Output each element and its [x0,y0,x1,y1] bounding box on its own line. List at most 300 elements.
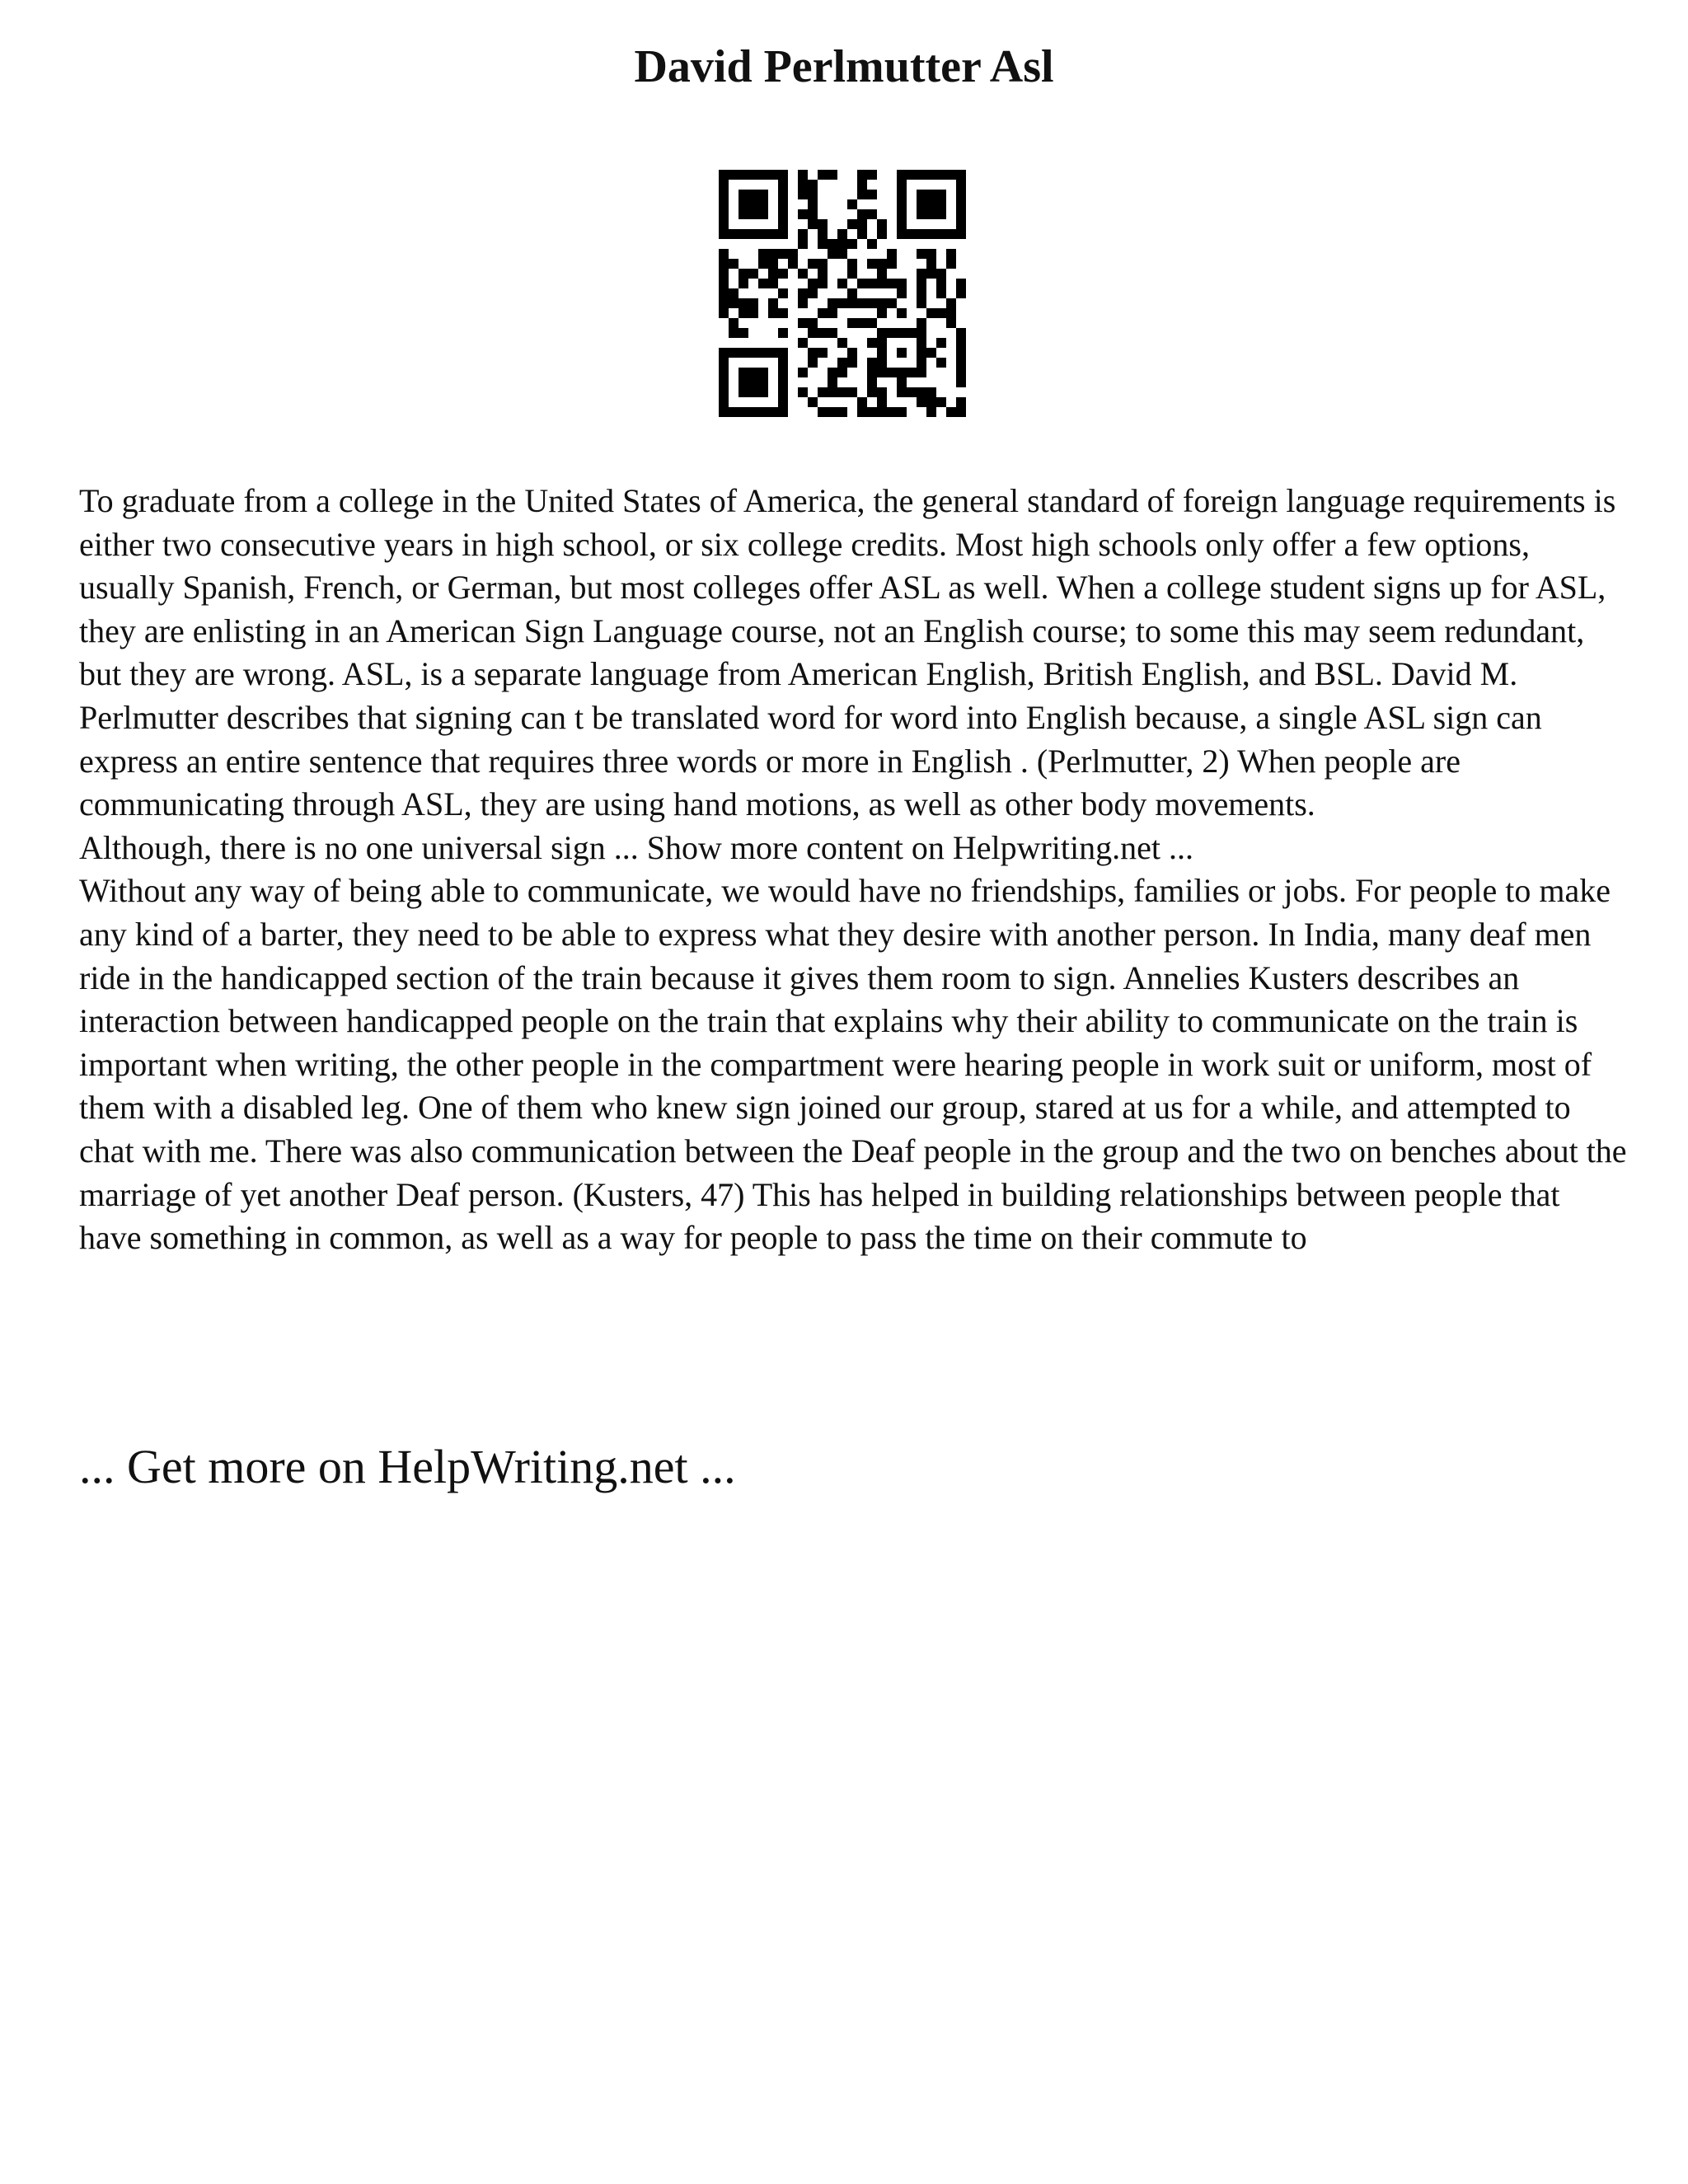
qr-module [936,288,946,298]
qr-module [729,348,738,358]
qr-module [778,190,788,199]
qr-module [857,219,867,229]
qr-module [729,318,738,328]
qr-module [917,298,926,308]
qr-module [748,298,758,308]
qr-module [897,407,907,417]
qr-module [837,239,847,249]
qr-module [946,308,956,318]
qr-module [946,298,956,308]
qr-module [818,407,828,417]
qr-module [818,219,828,229]
qr-module [956,328,966,338]
qr-module [926,229,936,239]
qr-module [798,318,808,328]
qr-module [719,368,729,377]
qr-module [917,209,926,219]
qr-module [828,377,837,387]
qr-module [956,229,966,239]
qr-module [877,358,887,368]
qr-module [926,249,936,259]
qr-module [897,377,907,387]
qr-module [907,387,917,397]
qr-module [719,358,729,368]
qr-module [926,348,936,358]
qr-module [738,269,748,279]
qr-module [738,407,748,417]
qr-module [798,269,808,279]
qr-module [768,298,778,308]
qr-module [719,259,729,269]
qr-module [897,199,907,209]
qr-module [887,328,897,338]
qr-module [748,377,758,387]
qr-module [887,298,897,308]
qr-module [818,259,828,269]
qr-module [818,348,828,358]
qr-module [818,170,828,180]
page-title: David Perlmutter Asl [634,41,1054,92]
qr-module [768,279,778,288]
qr-module [778,229,788,239]
qr-module [926,308,936,318]
qr-module [926,190,936,199]
qr-module [956,368,966,377]
qr-module [897,219,907,229]
qr-module [917,288,926,298]
qr-module [857,397,867,407]
qr-module [808,190,818,199]
qr-module [897,348,907,358]
qr-module [857,407,867,417]
qr-module [926,209,936,219]
qr-module [897,308,907,318]
qr-module [719,407,729,417]
qr-module [917,348,926,358]
qr-module [778,407,788,417]
qr-module [719,377,729,387]
qr-module [917,387,926,397]
qr-module [738,229,748,239]
qr-module [768,229,778,239]
qr-module [837,298,847,308]
qr-module [758,377,768,387]
qr-module [917,279,926,288]
qr-module [867,279,877,288]
qr-module [936,199,946,209]
qr-module [936,308,946,318]
qr-module [926,387,936,397]
qr-module [758,190,768,199]
qr-module [936,279,946,288]
qr-module [907,170,917,180]
qr-module [768,259,778,269]
qr-module [778,397,788,407]
qr-module [946,229,956,239]
qr-module [798,190,808,199]
qr-module [917,199,926,209]
qr-module [818,269,828,279]
qr-module [729,170,738,180]
qr-module [778,377,788,387]
qr-module [798,368,808,377]
qr-module [847,298,857,308]
qr-module [887,259,897,269]
qr-module [768,249,778,259]
qr-module [818,239,828,249]
qr-module [828,170,837,180]
qr-module [748,387,758,397]
qr-module [917,338,926,348]
qr-module [897,387,907,397]
qr-module [867,298,877,308]
qr-code-graphic [719,170,966,417]
qr-module [748,308,758,318]
qr-module [808,397,818,407]
qr-module [837,338,847,348]
qr-module [926,259,936,269]
article-paragraph-2: Without any way of being able to communicate, we would have no friendships, families or jobs. For people to make any kind of a barter, they need to be able to express what they desire with another person. In India, many deaf men ride in the handicapped section of the train because it gives them room to sign. Annelies Kusters describes an interaction between handicapped people on the train that explains why their ability to communicate on the train is important when writing, the other people in the compartment were hearing people in work suit or uniform, most of them with a disabled leg. One of them who knew sign joined our group, stared at us for a while, and attempted to chat with me. There was also communication between the Deaf people in the group and the two on benches about the marriage of yet another Deaf person. (Kusters, 47) This has helped in building relationships between people that have something in common, as well as a way for people to pass the time on their commute to [79,872,1627,1257]
qr-module [877,259,887,269]
qr-module [808,259,818,269]
qr-module [748,407,758,417]
qr-module [808,209,818,219]
qr-module [738,368,748,377]
qr-module [818,387,828,397]
qr-module [877,387,887,397]
qr-module [778,249,788,259]
qr-module [956,209,966,219]
qr-module [748,190,758,199]
qr-module [926,199,936,209]
qr-module [857,170,867,180]
qr-module [956,348,966,358]
qr-module [917,249,926,259]
qr-module [768,269,778,279]
qr-module [867,358,877,368]
qr-module [837,387,847,397]
qr-module [768,170,778,180]
qr-module [719,219,729,229]
qr-module [778,328,788,338]
qr-module [877,368,887,377]
qr-module [907,229,917,239]
qr-module [857,298,867,308]
qr-module [857,229,867,239]
qr-module [758,249,768,259]
show-more-link[interactable]: Although, there is no one universal sign ... Show more content on Helpwriting.net ... [79,828,1194,866]
qr-module [857,190,867,199]
qr-module [946,170,956,180]
qr-module [748,199,758,209]
qr-module [847,239,857,249]
qr-module [956,170,966,180]
qr-module [808,219,818,229]
qr-module [808,288,818,298]
qr-module [867,239,877,249]
qr-module [738,199,748,209]
qr-module [917,328,926,338]
qr-module [738,308,748,318]
qr-module [877,219,887,229]
qr-module [818,279,828,288]
qr-module [897,229,907,239]
qr-module [907,368,917,377]
qr-module [758,259,768,269]
qr-module [926,170,936,180]
qr-module [867,190,877,199]
qr-module [956,279,966,288]
qr-module [729,259,738,269]
qr-module [778,219,788,229]
qr-module [857,318,867,328]
qr-module [877,348,887,358]
qr-module [778,269,788,279]
qr-module [758,209,768,219]
qr-module [956,377,966,387]
qr-module [808,279,818,288]
qr-module [837,358,847,368]
qr-module [926,269,936,279]
qr-module [936,209,946,219]
qr-module [956,219,966,229]
qr-module [758,407,768,417]
qr-module [897,180,907,190]
qr-module [768,407,778,417]
qr-module [956,190,966,199]
qr-module [748,269,758,279]
qr-module [837,407,847,417]
qr-module [837,368,847,377]
qr-module [837,279,847,288]
qr-module [808,328,818,338]
qr-module [887,368,897,377]
qr-module [926,407,936,417]
qr-module [808,318,818,328]
qr-module [956,338,966,348]
qr-module [798,288,808,298]
qr-module [847,199,857,209]
qr-module [798,298,808,308]
qr-module [887,407,897,417]
qr-module [738,348,748,358]
qr-module [847,358,857,368]
qr-module [867,170,877,180]
qr-module [729,298,738,308]
qr-module [867,209,877,219]
qr-module [936,397,946,407]
qr-module [867,407,877,417]
qr-module [877,298,887,308]
qr-module [828,239,837,249]
qr-module [897,368,907,377]
qr-module [798,180,808,190]
qr-module [808,348,818,358]
qr-module [758,279,768,288]
qr-module [936,170,946,180]
qr-module [719,387,729,397]
qr-module [877,338,887,348]
qr-module [956,199,966,209]
qr-module [956,358,966,368]
qr-module [748,368,758,377]
qr-module [719,249,729,259]
qr-module [719,229,729,239]
qr-code-icon [719,170,966,417]
qr-module [738,190,748,199]
qr-module [897,209,907,219]
qr-module [837,229,847,239]
qr-module [798,229,808,239]
qr-module [857,180,867,190]
qr-module [877,407,887,417]
article-paragraph-1: To graduate from a college in the United States of America, the general standard of foreign language requirements is either two consecutive years in high school, or six college credits. Most high schools only offer a few options, usually Spanish, French, or German, but most colleges offer ASL as well. When a college student signs up for ASL, they are enlisting in an American Sign Language course, not an English course; to some this may seem redundant, but they are wrong. ASL, is a separate language from American English, British English, and BSL. David M. Perlmutter describes that signing can t be translated word for word into English because, a single ASL sign can express an entire sentence that requires three words or more in English . (Perlmutter, 2) When people are communicating through ASL, they are using hand motions, as well as other body movements. [79,482,1616,823]
qr-module [808,180,818,190]
qr-module [936,338,946,348]
qr-module [778,288,788,298]
qr-module [738,170,748,180]
qr-module [778,358,788,368]
qr-module [936,358,946,368]
qr-module [917,170,926,180]
qr-module [719,397,729,407]
qr-module [847,288,857,298]
qr-module [719,288,729,298]
qr-module [758,348,768,358]
qr-module [877,328,887,338]
qr-module [719,308,729,318]
qr-module [778,180,788,190]
qr-module [917,269,926,279]
qr-module [877,308,887,318]
qr-module [758,199,768,209]
qr-module [768,348,778,358]
qr-module [778,368,788,377]
qr-module [877,397,887,407]
qr-module [946,249,956,259]
qr-module [917,368,926,377]
qr-module [936,190,946,199]
qr-module [926,397,936,407]
qr-module [729,288,738,298]
qr-module [867,377,877,387]
qr-module [818,308,828,318]
qr-module [719,170,729,180]
qr-module [956,397,966,407]
qr-module [917,229,926,239]
qr-module [847,318,857,328]
qr-module [917,190,926,199]
qr-module [847,219,857,229]
qr-module [738,387,748,397]
qr-module [738,298,748,308]
article-body [79,480,1629,1260]
qr-module [897,288,907,298]
qr-module [828,387,837,397]
qr-module [798,209,808,219]
qr-module [887,249,897,259]
qr-module [917,358,926,368]
qr-module [847,387,857,397]
qr-module [758,229,768,239]
qr-module [758,170,768,180]
qr-module [956,180,966,190]
qr-module [778,308,788,318]
qr-module [828,368,837,377]
qr-module [788,259,798,269]
qr-module [877,269,887,279]
qr-module [748,209,758,219]
qr-module [956,288,966,298]
qr-module [748,170,758,180]
qr-module [738,209,748,219]
qr-module [946,318,956,328]
qr-module [897,328,907,338]
qr-module [867,387,877,397]
qr-module [738,279,748,288]
qr-module [738,328,748,338]
qr-module [778,199,788,209]
qr-module [788,249,798,259]
qr-module [768,308,778,318]
qr-module [828,249,837,259]
get-more-link[interactable]: ... Get more on HelpWriting.net ... [79,1440,736,1493]
qr-module [729,229,738,239]
qr-module [877,229,887,239]
qr-module [917,397,926,407]
qr-module [778,209,788,219]
qr-module [828,308,837,318]
qr-module [897,279,907,288]
qr-module [857,209,867,219]
qr-module [837,249,847,259]
qr-module [818,328,828,338]
qr-module [719,298,729,308]
qr-module [719,279,729,288]
qr-module [847,348,857,358]
qr-module [877,279,887,288]
qr-module [798,170,808,180]
qr-module [867,338,877,348]
qr-module [847,269,857,279]
qr-module [719,209,729,219]
qr-module [867,368,877,377]
qr-module [818,229,828,239]
qr-module [828,328,837,338]
qr-module [897,170,907,180]
qr-module [956,407,966,417]
qr-module [907,328,917,338]
qr-module [748,229,758,239]
qr-module [758,387,768,397]
qr-module [738,377,748,387]
qr-module [867,259,877,269]
qr-module [798,239,808,249]
qr-module [946,259,956,269]
qr-module [729,328,738,338]
qr-module [798,338,808,348]
qr-module [867,318,877,328]
qr-module [897,190,907,199]
qr-module [719,190,729,199]
qr-module [936,229,946,239]
qr-module [857,279,867,288]
qr-module [808,199,818,209]
qr-module [887,279,897,288]
qr-module [936,269,946,279]
qr-module [748,348,758,358]
qr-module [719,269,729,279]
